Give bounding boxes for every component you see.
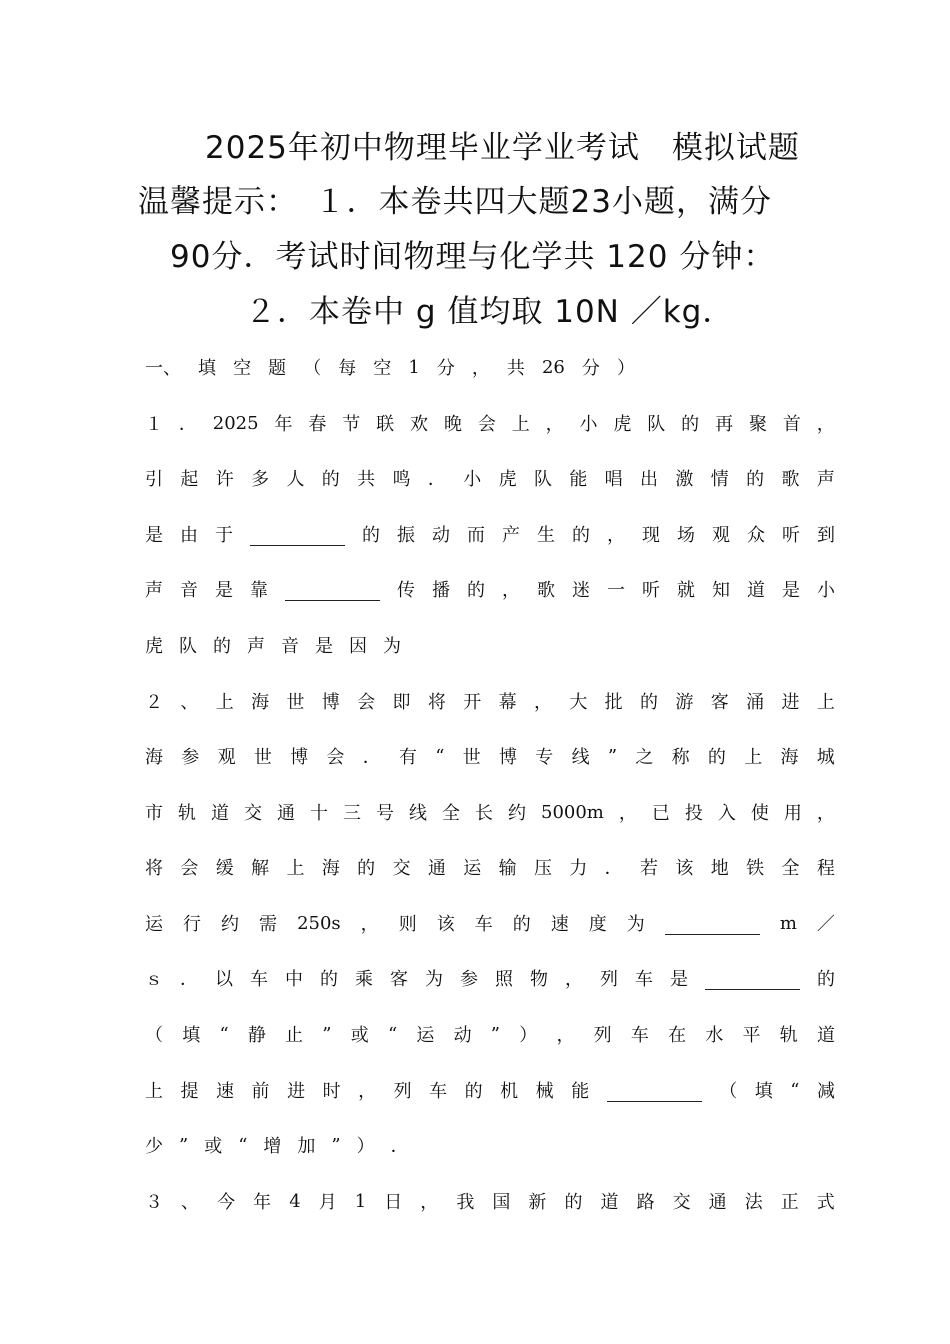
text-char: 路: [636, 1192, 655, 1213]
text-char: ，: [607, 525, 625, 546]
text-char: 运: [463, 858, 482, 879]
text-char: 月: [318, 1192, 337, 1213]
text-char: 是: [782, 580, 800, 601]
text-line: [145, 1075, 835, 1105]
text-char: 4: [289, 1190, 301, 1212]
text-char: 填: [198, 358, 217, 379]
text-char: 是: [670, 969, 688, 990]
text-char: ｓ: [145, 969, 163, 990]
text-char: 的: [707, 747, 726, 768]
text-char: 今: [217, 1192, 236, 1213]
text-char: 到: [817, 525, 835, 546]
text-char: 于: [215, 525, 233, 546]
text-line: [145, 408, 835, 438]
text-char: 是: [215, 580, 233, 601]
answer-blank[interactable]: [705, 967, 800, 990]
text-char: 知: [712, 580, 730, 601]
text-char: 械: [535, 1081, 554, 1102]
text-char: 通: [708, 1192, 727, 1213]
text-char: ．: [178, 414, 197, 435]
answer-blank[interactable]: [285, 578, 380, 601]
text-char: 静: [247, 1025, 266, 1046]
text-line: [145, 352, 635, 382]
text-char: 共: [506, 358, 525, 379]
text-char: 已: [651, 803, 670, 824]
text-char: 就: [677, 580, 695, 601]
text-char: 该: [675, 858, 694, 879]
text-char: 引: [145, 469, 163, 490]
text-char: 中: [285, 969, 303, 990]
text-char: 会: [326, 747, 345, 768]
text-char: 以: [215, 969, 233, 990]
text-char: 能: [571, 1081, 590, 1102]
text-char: 每: [338, 358, 357, 379]
text-char: 缓: [215, 858, 234, 879]
text-char: 加: [297, 1136, 316, 1157]
text-char: 运: [145, 914, 163, 935]
text-char: 输: [498, 858, 517, 879]
text-char: 声: [247, 636, 265, 657]
text-char: 大: [569, 692, 588, 713]
text-char: 时: [322, 1081, 341, 1102]
text-char: 晚: [443, 414, 462, 435]
text-char: ／: [816, 914, 835, 935]
text-char: 专: [535, 747, 554, 768]
text-char: 虎: [498, 469, 517, 490]
text-char: 振: [397, 525, 415, 546]
text-char: ．: [427, 469, 446, 490]
text-char: 线: [571, 747, 590, 768]
text-char: 道: [600, 1192, 619, 1213]
text-char: 的: [357, 858, 376, 879]
text-char: 列: [393, 1081, 412, 1102]
text-char: （: [303, 358, 322, 379]
text-char: 止: [285, 1025, 304, 1046]
text-char: 唱: [604, 469, 623, 490]
text-char: 若: [640, 858, 659, 879]
text-char: ．: [180, 969, 198, 990]
text-char: 法: [744, 1192, 763, 1213]
text-char: 上: [511, 414, 530, 435]
text-char: 交: [244, 803, 262, 824]
text-char: ．: [604, 858, 623, 879]
text-char: 聚: [748, 414, 767, 435]
text-char: 道: [816, 1025, 835, 1046]
text-char: 节: [342, 414, 361, 435]
text-char: 号: [376, 803, 394, 824]
text-char: 速: [216, 1081, 235, 1102]
text-char: 游: [675, 692, 694, 713]
text-char: ”: [490, 1023, 500, 1045]
text-char: 物: [530, 969, 548, 990]
text-char: 年: [274, 414, 293, 435]
text-char: “: [435, 745, 445, 767]
text-char: 通: [277, 803, 295, 824]
text-line: [145, 1186, 835, 1216]
text-char: 少: [145, 1136, 163, 1157]
text-char: ”: [331, 1134, 341, 1156]
text-char: 欢: [410, 414, 429, 435]
text-char: 、: [180, 692, 199, 713]
text-char: 铁: [746, 858, 765, 879]
text-char: “: [387, 1023, 398, 1045]
text-char: 新: [528, 1192, 547, 1213]
text-char: 为: [383, 636, 401, 657]
text-char: 是: [315, 636, 333, 657]
answer-blank[interactable]: [665, 912, 760, 935]
text-char: （: [145, 1025, 163, 1046]
text-char: 列: [600, 969, 618, 990]
text-char: ”: [179, 1134, 189, 1156]
text-char: 队: [533, 469, 552, 490]
text-char: “: [790, 1079, 800, 1101]
text-char: 迷: [572, 580, 590, 601]
text-char: 我: [456, 1192, 475, 1213]
text-line: [145, 741, 835, 771]
text-char: 分: [436, 358, 455, 379]
text-char: 传: [397, 580, 415, 601]
text-char: 的: [362, 525, 380, 546]
text-char: ，: [471, 358, 490, 379]
text-char: 或: [204, 1136, 223, 1157]
text-char: 国: [492, 1192, 511, 1213]
text-char: 减: [816, 1081, 835, 1102]
text-char: ，: [360, 914, 379, 935]
text-char: m: [779, 912, 797, 934]
text-char: ，: [556, 1025, 575, 1046]
text-line: [145, 519, 835, 549]
text-char: 起: [180, 469, 199, 490]
text-char: 音: [180, 580, 198, 601]
answer-blank[interactable]: [250, 523, 345, 546]
text-char: 众: [747, 525, 765, 546]
text-char: 在: [668, 1025, 687, 1046]
text-char: ３: [145, 1192, 163, 1213]
text-char: 参: [460, 969, 478, 990]
text-char: 小: [463, 469, 482, 490]
answer-blank[interactable]: [607, 1079, 702, 1102]
text-char: 进: [781, 692, 800, 713]
text-char: 用: [783, 803, 802, 824]
text-char: ”: [322, 1023, 332, 1045]
text-char: 车: [250, 969, 268, 990]
text-char: 观: [712, 525, 730, 546]
text-char: 而: [467, 525, 485, 546]
text-char: 动: [453, 1025, 472, 1046]
notice-line-1: 温馨提示： １．本卷共四大题23小题，满分: [138, 184, 772, 220]
text-char: 线: [409, 803, 427, 824]
text-char: 交: [392, 858, 411, 879]
text-char: 海: [251, 692, 270, 713]
text-line: [145, 686, 835, 716]
text-char: 称: [671, 747, 690, 768]
text-char: 的: [467, 580, 485, 601]
text-char: 地: [710, 858, 729, 879]
text-char: 的: [321, 469, 340, 490]
text-char: 车: [474, 914, 493, 935]
text-char: 填: [182, 1025, 201, 1046]
text-line: [145, 630, 835, 660]
text-char: 的: [213, 636, 231, 657]
text-char: 车: [635, 969, 653, 990]
text-char: 即: [392, 692, 411, 713]
text-char: ，: [816, 414, 835, 435]
text-char: 轨: [779, 1025, 798, 1046]
text-char: 交: [672, 1192, 691, 1213]
text-char: 歌: [537, 580, 555, 601]
text-char: 世: [286, 692, 305, 713]
text-char: 则: [398, 914, 417, 935]
text-char: 上: [286, 858, 305, 879]
text-char: 将: [145, 858, 163, 879]
text-char: 分: [581, 358, 600, 379]
text-char: 为: [425, 969, 443, 990]
text-char: 照: [495, 969, 513, 990]
text-char: 联: [376, 414, 395, 435]
text-char: 队: [179, 636, 197, 657]
text-char: 人: [286, 469, 305, 490]
text-char: 水: [705, 1025, 724, 1046]
text-char: 入: [717, 803, 736, 824]
text-char: 题: [268, 358, 287, 379]
text-char: 提: [180, 1081, 199, 1102]
text-char: 共: [357, 469, 376, 490]
text-char: 队: [647, 414, 666, 435]
text-char: 生: [537, 525, 555, 546]
text-char: 会: [180, 858, 199, 879]
text-char: 激: [675, 469, 694, 490]
text-line: [145, 908, 835, 938]
text-char: 速: [550, 914, 569, 935]
text-char: 运: [416, 1025, 435, 1046]
text-char: （: [719, 1081, 738, 1102]
text-char: 博: [290, 747, 309, 768]
text-char: 歌: [781, 469, 800, 490]
text-char: 会: [477, 414, 496, 435]
text-char: 靠: [250, 580, 268, 601]
notice-line-3: ２．本卷中 g 值均取 10N ／kg．: [245, 294, 735, 330]
text-char: 度: [588, 914, 607, 935]
text-char: 车: [429, 1081, 448, 1102]
text-char: 日: [384, 1192, 403, 1213]
text-char: 多: [251, 469, 270, 490]
text-char: 因: [349, 636, 367, 657]
text-char: 或: [350, 1025, 369, 1046]
text-char: 年: [253, 1192, 272, 1213]
text-line: [145, 1019, 835, 1049]
text-char: 海: [780, 747, 799, 768]
text-line: [145, 574, 835, 604]
text-char: 道: [747, 580, 765, 601]
text-char: 客: [390, 969, 408, 990]
text-char: 一: [607, 580, 625, 601]
text-char: 音: [281, 636, 299, 657]
text-char: 声: [816, 469, 835, 490]
text-line: [145, 797, 835, 827]
text-char: 观: [217, 747, 236, 768]
text-char: 小: [579, 414, 598, 435]
text-char: 产: [502, 525, 520, 546]
text-char: 的: [640, 692, 659, 713]
text-char: 乘: [355, 969, 373, 990]
text-char: ．: [390, 1136, 409, 1157]
text-line: [145, 463, 835, 493]
text-char: 、: [181, 1192, 200, 1213]
text-line: [145, 1130, 835, 1160]
text-char: 的: [681, 414, 700, 435]
text-char: 声: [145, 580, 163, 601]
text-char: 上: [816, 692, 835, 713]
text-char: 轨: [178, 803, 196, 824]
text-char: 春: [308, 414, 327, 435]
text-char: 压: [533, 858, 552, 879]
text-char: 为: [626, 914, 645, 935]
text-char: ”: [607, 745, 618, 767]
text-char: 情: [710, 469, 729, 490]
text-char: 约: [221, 914, 240, 935]
text-char: 1: [408, 356, 420, 378]
text-char: 是: [145, 525, 163, 546]
text-char: 平: [742, 1025, 761, 1046]
text-char: 会: [357, 692, 376, 713]
text-char: ，: [358, 1081, 377, 1102]
text-char: 许: [215, 469, 234, 490]
text-char: 程: [816, 858, 835, 879]
text-char: ）: [356, 1136, 375, 1157]
text-char: 上: [145, 1081, 163, 1102]
text-char: 播: [432, 580, 450, 601]
exam-title: 2025年初中物理毕业学业考试 模拟试题: [205, 130, 800, 166]
text-char: 列: [593, 1025, 612, 1046]
text-char: 小: [817, 580, 835, 601]
text-char: 250s: [297, 912, 341, 934]
text-char: 2025: [212, 412, 259, 434]
text-char: 出: [640, 469, 659, 490]
text-char: 通: [427, 858, 446, 879]
text-char: 由: [180, 525, 198, 546]
text-char: 5000m: [541, 801, 604, 823]
text-char: 行: [183, 914, 202, 935]
text-char: ，: [618, 803, 637, 824]
text-char: 26: [541, 356, 565, 378]
text-char: 的: [464, 1081, 483, 1102]
text-char: ，: [533, 692, 552, 713]
text-char: 听: [642, 580, 660, 601]
text-line: [145, 852, 835, 882]
text-char: 式: [816, 1192, 835, 1213]
text-char: 三: [343, 803, 361, 824]
text-line: [145, 963, 835, 993]
text-char: 场: [677, 525, 695, 546]
text-char: 博: [321, 692, 340, 713]
text-char: 投: [684, 803, 703, 824]
text-char: 的: [746, 469, 765, 490]
text-char: １: [145, 414, 163, 435]
text-char: 该: [436, 914, 455, 935]
text-char: ，: [545, 414, 564, 435]
text-char: 海: [145, 747, 163, 768]
text-char: 批: [604, 692, 623, 713]
text-char: 海: [321, 858, 340, 879]
text-char: 鸣: [392, 469, 411, 490]
text-char: 车: [630, 1025, 649, 1046]
text-char: 开: [463, 692, 482, 713]
text-char: 虎: [145, 636, 163, 657]
text-char: 一、: [145, 358, 181, 379]
text-char: 城: [816, 747, 835, 768]
text-char: 幕: [498, 692, 517, 713]
text-char: 空: [373, 358, 392, 379]
text-char: 首: [782, 414, 801, 435]
text-char: 将: [427, 692, 446, 713]
text-char: 十: [310, 803, 328, 824]
text-char: 长: [475, 803, 493, 824]
text-char: 虎: [613, 414, 632, 435]
text-char: 进: [287, 1081, 306, 1102]
text-char: 参: [181, 747, 200, 768]
text-char: 能: [569, 469, 588, 490]
text-char: ２: [145, 692, 163, 713]
text-char: 涌: [746, 692, 765, 713]
text-char: 动: [432, 525, 450, 546]
text-char: ，: [565, 969, 583, 990]
text-char: 空: [233, 358, 252, 379]
text-char: 世: [462, 747, 481, 768]
text-char: 之: [635, 747, 654, 768]
text-char: 约: [508, 803, 526, 824]
text-char: 的: [564, 1192, 583, 1213]
text-char: ）: [616, 358, 635, 379]
text-char: 道: [211, 803, 229, 824]
text-char: 听: [782, 525, 800, 546]
text-char: 前: [251, 1081, 270, 1102]
text-char: 的: [572, 525, 590, 546]
text-char: 市: [145, 803, 163, 824]
text-char: 全: [781, 858, 800, 879]
text-char: 1: [354, 1190, 367, 1212]
text-char: 增: [263, 1136, 282, 1157]
text-char: ，: [420, 1192, 439, 1213]
text-char: 力: [569, 858, 588, 879]
text-char: 世: [253, 747, 272, 768]
text-char: 博: [499, 747, 518, 768]
text-char: ，: [816, 803, 835, 824]
text-char: ．: [362, 747, 381, 768]
text-char: 的: [320, 969, 338, 990]
text-char: 上: [215, 692, 234, 713]
text-char: 的: [512, 914, 531, 935]
text-char: 机: [500, 1081, 519, 1102]
text-char: 上: [744, 747, 763, 768]
text-char: “: [219, 1023, 229, 1045]
text-char: 全: [442, 803, 460, 824]
text-char: 使: [750, 803, 769, 824]
text-char: ，: [502, 580, 520, 601]
text-char: 的: [817, 969, 835, 990]
text-char: 客: [710, 692, 729, 713]
notice-line-2: 90分．考试时间物理与化学共 120 分钟：: [170, 239, 776, 275]
text-char: 需: [259, 914, 278, 935]
text-char: 有: [398, 747, 417, 768]
text-char: 现: [642, 525, 660, 546]
text-char: “: [238, 1134, 248, 1156]
text-char: 正: [780, 1192, 799, 1213]
text-char: 再: [715, 414, 734, 435]
text-char: 解: [251, 858, 270, 879]
text-char: 填: [754, 1081, 773, 1102]
text-char: ）: [519, 1025, 538, 1046]
